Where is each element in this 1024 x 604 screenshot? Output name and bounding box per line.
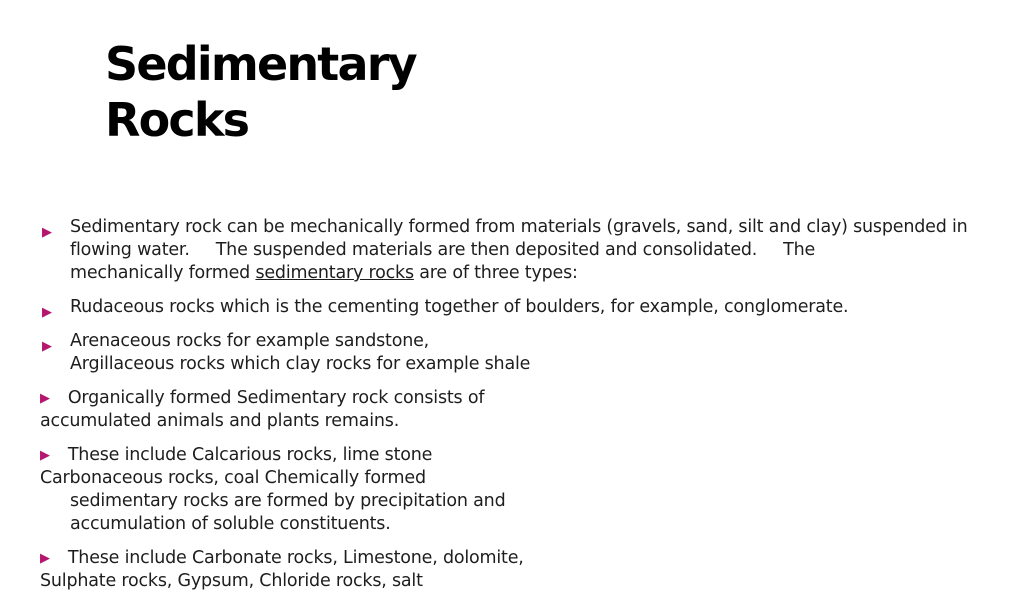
text-run: flowing water. <box>70 240 190 260</box>
paragraph-line: Argillaceous rocks which clay rocks for example shale <box>70 354 531 374</box>
paragraph-line <box>70 262 1000 285</box>
paragraph-line: sedimentary rocks are formed by precipitation and <box>70 491 506 511</box>
paragraph-line: accumulated animals and plants remains. <box>40 411 400 431</box>
paragraph-line <box>40 547 1000 570</box>
text-run: These include Calcarious rocks, lime stone <box>67 445 433 465</box>
triangle-bullet-icon: ▶ <box>42 339 52 354</box>
paragraph-line: Rudaceous rocks which is the cementing together of boulders, for example, conglomerate. <box>70 297 849 317</box>
text-run: are of three types: <box>413 263 578 283</box>
text-run: mechanically formed <box>70 263 256 283</box>
paragraph-line: Sulphate rocks, Gypsum, Chloride rocks, salt <box>40 571 423 591</box>
paragraph-line <box>40 387 1000 410</box>
paragraph-line: accumulation of soluble constituents. <box>70 514 391 534</box>
bullet-paragraph-rudaceous <box>40 296 1000 319</box>
text-run: The <box>783 240 816 260</box>
text-run: Organically formed Sedimentary rock consists of <box>67 388 485 408</box>
paragraph-line: Sedimentary rock can be mechanically formed from materials (gravels, sand, silt and clay) suspended in <box>70 217 968 237</box>
triangle-bullet-icon: ▶ <box>40 448 50 463</box>
paragraph-line <box>40 444 1000 467</box>
triangle-bullet-icon: ▶ <box>40 391 50 406</box>
bullet-paragraph-arenaceous <box>40 330 1000 376</box>
paragraph-line: Arenaceous rocks for example sandstone, <box>70 331 430 351</box>
slide-title-line-1: Sedimentary <box>105 37 416 91</box>
text-run: These include Carbonate rocks, Limestone, dolomite, <box>67 548 524 568</box>
triangle-bullet-icon: ▶ <box>42 305 52 320</box>
bullet-paragraph-calcarious <box>40 444 1000 536</box>
sedimentary-rocks-link[interactable]: sedimentary rocks <box>255 263 414 283</box>
triangle-bullet-icon: ▶ <box>40 551 50 566</box>
text-run: The suspended materials are then deposited and consolidated. <box>215 240 758 260</box>
paragraph-line <box>70 239 1000 262</box>
paragraph-line: Carbonaceous rocks, coal Chemically formed <box>40 468 426 488</box>
slide-title <box>105 36 416 148</box>
bullet-paragraph-mechanical-formation <box>40 216 1000 285</box>
bullet-paragraph-organic <box>40 387 1000 433</box>
bullet-paragraph-carbonate <box>40 547 1000 593</box>
slide-title-line-2: Rocks <box>105 93 249 147</box>
triangle-bullet-icon: ▶ <box>42 225 52 240</box>
bullet-list <box>40 216 1000 604</box>
